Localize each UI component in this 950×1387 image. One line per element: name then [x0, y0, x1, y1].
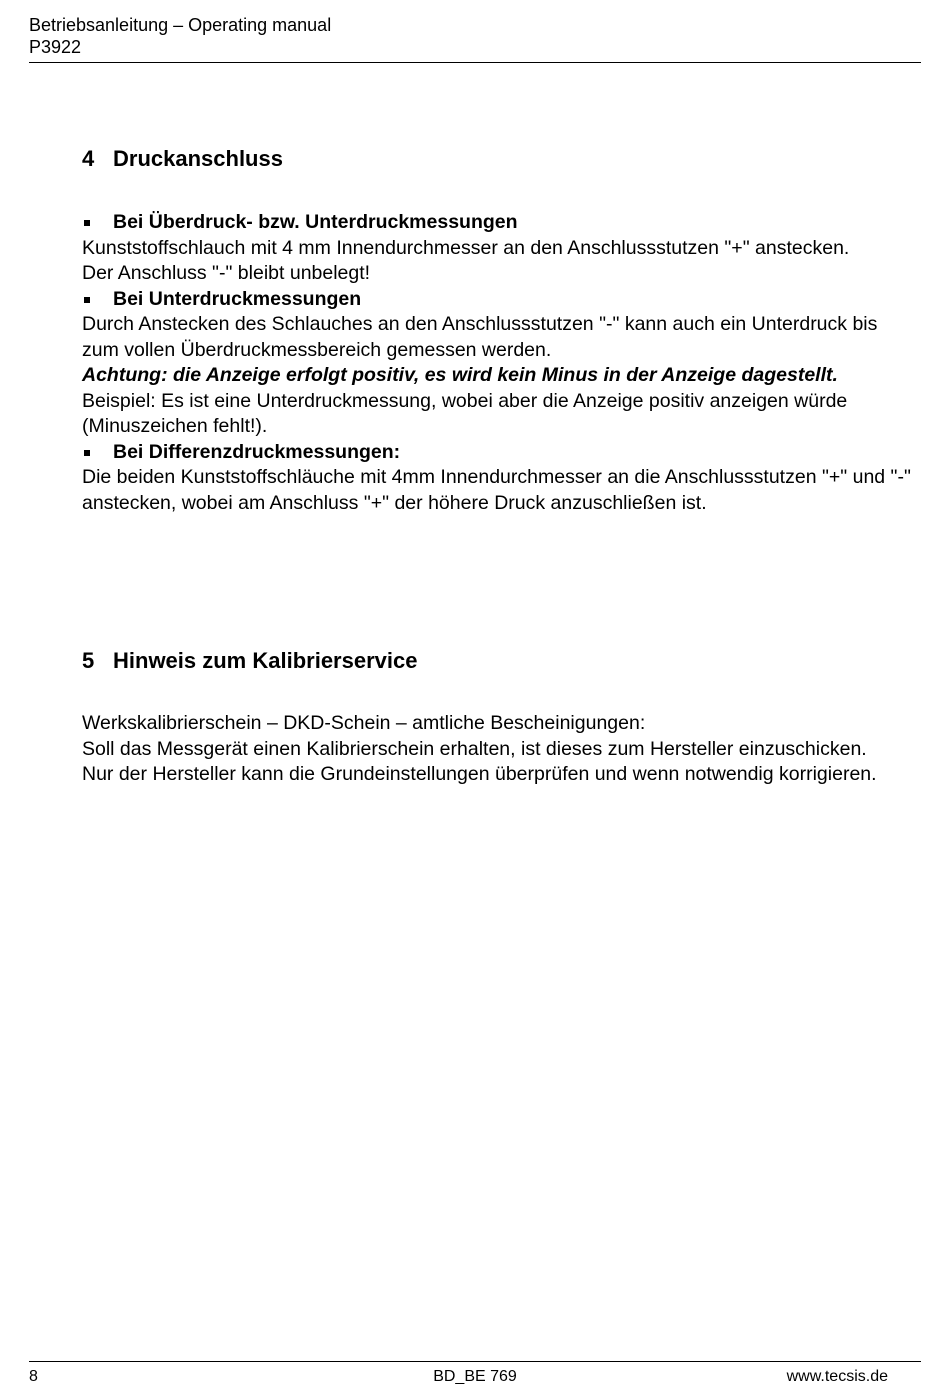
section-heading-druckanschluss — [82, 145, 283, 173]
footer-page-number: 8 — [29, 1368, 38, 1385]
header-divider — [29, 62, 921, 63]
bullet-heading-unterdruck: Bei Unterdruckmessungen — [82, 287, 912, 313]
header-model: P3922 — [29, 37, 82, 57]
footer-website: www.tecsis.de — [786, 1368, 888, 1385]
section-title: Druckanschluss — [113, 146, 283, 171]
footer-divider — [29, 1361, 921, 1362]
paragraph: Die beiden Kunststoffschläuche mit 4mm Innendurchmesser an die Anschlussstutzen "+" und "-" anstecken, wobei am Anschluss "+" der höhere Druck anzuschließen ist. — [82, 466, 911, 514]
section-number: 4 — [82, 146, 95, 171]
section-title: Hinweis zum Kalibrierservice — [113, 648, 418, 673]
section-body-druckanschluss — [82, 210, 912, 516]
section-number: 5 — [82, 648, 95, 673]
page-header — [29, 14, 921, 58]
header-title: Betriebsanleitung – Operating manual — [29, 15, 332, 35]
square-bullet-icon — [84, 297, 90, 303]
paragraph: Durch Anstecken des Schlauches an den Anschlussstutzen "-" kann auch ein Unterdruck bis zum vollen Überdruckmessbereich gemessen werden. — [82, 313, 878, 361]
paragraph: Der Anschluss "-" bleibt unbelegt! — [82, 262, 371, 284]
paragraph: Soll das Messgerät einen Kalibrierschein erhalten, ist dieses zum Hersteller einzuschicken. — [82, 737, 867, 760]
footer-doc-id: BD_BE 769 — [433, 1368, 517, 1385]
paragraph: Nur der Hersteller kann die Grundeinstellungen überprüfen und wenn notwendig korrigieren. — [82, 763, 877, 785]
bullet-heading-ueberdruck: Bei Überdruck- bzw. Unterdruckmessungen — [82, 210, 912, 236]
paragraph: Kunststoffschlauch mit 4 mm Innendurchmesser an den Anschlussstutzen "+" anstecken. — [82, 236, 850, 259]
square-bullet-icon — [84, 220, 90, 226]
bullet-heading-differenzdruck: Bei Differenzdruckmessungen: — [82, 440, 912, 466]
paragraph: Werkskalibrierschein – DKD-Schein – amtliche Bescheinigungen: — [82, 712, 646, 734]
section-heading-kalibrierservice — [82, 647, 417, 675]
section-body-kalibrierservice — [82, 711, 912, 788]
paragraph: Beispiel: Es ist eine Unterdruckmessung, wobei aber die Anzeige positiv anzeigen würde (Minuszeichen fehlt!). — [82, 389, 848, 437]
square-bullet-icon — [84, 450, 90, 456]
warning-note: Achtung: die Anzeige erfolgt positiv, es wird kein Minus in der Anzeige dagestellt. — [82, 364, 838, 386]
